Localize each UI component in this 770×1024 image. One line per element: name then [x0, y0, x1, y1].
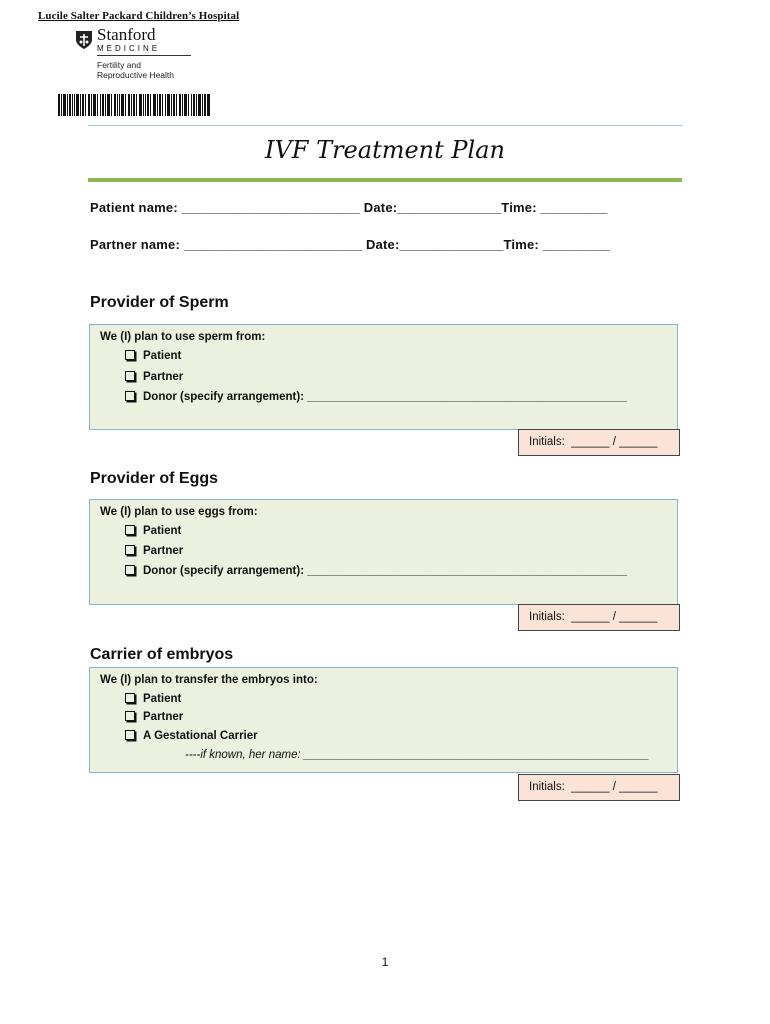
patient-info-line[interactable]: Patient name: ________________________ Date:______________Time: _________	[90, 200, 608, 215]
carrier-initials-field[interactable]: Initials: ______ / ______	[518, 774, 680, 801]
eggs-option-donor[interactable]: Donor (specify arrangement): __________________________________________________	[125, 565, 627, 577]
department-line-2: Reproductive Health	[97, 70, 175, 80]
checkbox-icon[interactable]	[125, 730, 135, 740]
carrier-name-line[interactable]: ----if known, her name: ______________________________________________________	[185, 749, 650, 761]
checkbox-icon[interactable]	[125, 565, 135, 575]
sperm-lead-text: We (I) plan to use sperm from:	[100, 331, 266, 343]
department-name	[97, 60, 174, 80]
medicine-wordmark: MEDICINE	[97, 44, 161, 53]
title-underline	[88, 178, 682, 182]
carrier-option-partner[interactable]: Partner	[125, 711, 183, 723]
carrier-option-patient[interactable]: Patient	[125, 693, 181, 705]
header-divider	[88, 125, 682, 126]
checkbox-icon[interactable]	[125, 525, 135, 535]
carrier-option-gestational[interactable]: A Gestational Carrier	[125, 730, 258, 742]
carrier-lead-text: We (I) plan to transfer the embryos into:	[100, 674, 318, 686]
logo-divider	[97, 55, 191, 56]
checkbox-icon[interactable]	[125, 545, 135, 555]
sperm-option-patient[interactable]: Patient	[125, 350, 181, 362]
eggs-option-patient[interactable]: Patient	[125, 525, 181, 537]
sperm-section-title: Provider of Sperm	[90, 294, 229, 311]
checkbox-icon[interactable]	[125, 391, 135, 401]
sperm-options-box	[89, 324, 678, 430]
barcode-icon	[58, 94, 210, 116]
checkbox-icon[interactable]	[125, 371, 135, 381]
stanford-shield-icon	[75, 30, 93, 50]
sperm-initials-field[interactable]: Initials: ______ / ______	[518, 429, 680, 456]
checkbox-icon[interactable]	[125, 711, 135, 721]
eggs-option-partner[interactable]: Partner	[125, 545, 183, 557]
page-number: 1	[381, 955, 389, 969]
hospital-name: Lucile Salter Packard Children’s Hospital	[38, 10, 240, 22]
carrier-section-title: Carrier of embryos	[90, 646, 234, 663]
checkbox-icon[interactable]	[125, 693, 135, 703]
eggs-lead-text: We (I) plan to use eggs from:	[100, 506, 258, 518]
eggs-initials-field[interactable]: Initials: ______ / ______	[518, 604, 680, 631]
eggs-section-title: Provider of Eggs	[90, 470, 219, 487]
sperm-option-partner[interactable]: Partner	[125, 371, 183, 383]
sperm-option-donor[interactable]: Donor (specify arrangement): __________________________________________________	[125, 391, 627, 403]
stanford-wordmark: Stanford	[97, 25, 156, 44]
eggs-options-box	[89, 499, 678, 605]
checkbox-icon[interactable]	[125, 350, 135, 360]
page-title: IVF Treatment Plan	[264, 136, 505, 164]
carrier-options-box	[89, 667, 678, 773]
partner-info-line[interactable]: Partner name: ________________________ Date:______________Time: _________	[90, 237, 610, 252]
department-line-1: Fertility and	[97, 60, 141, 70]
